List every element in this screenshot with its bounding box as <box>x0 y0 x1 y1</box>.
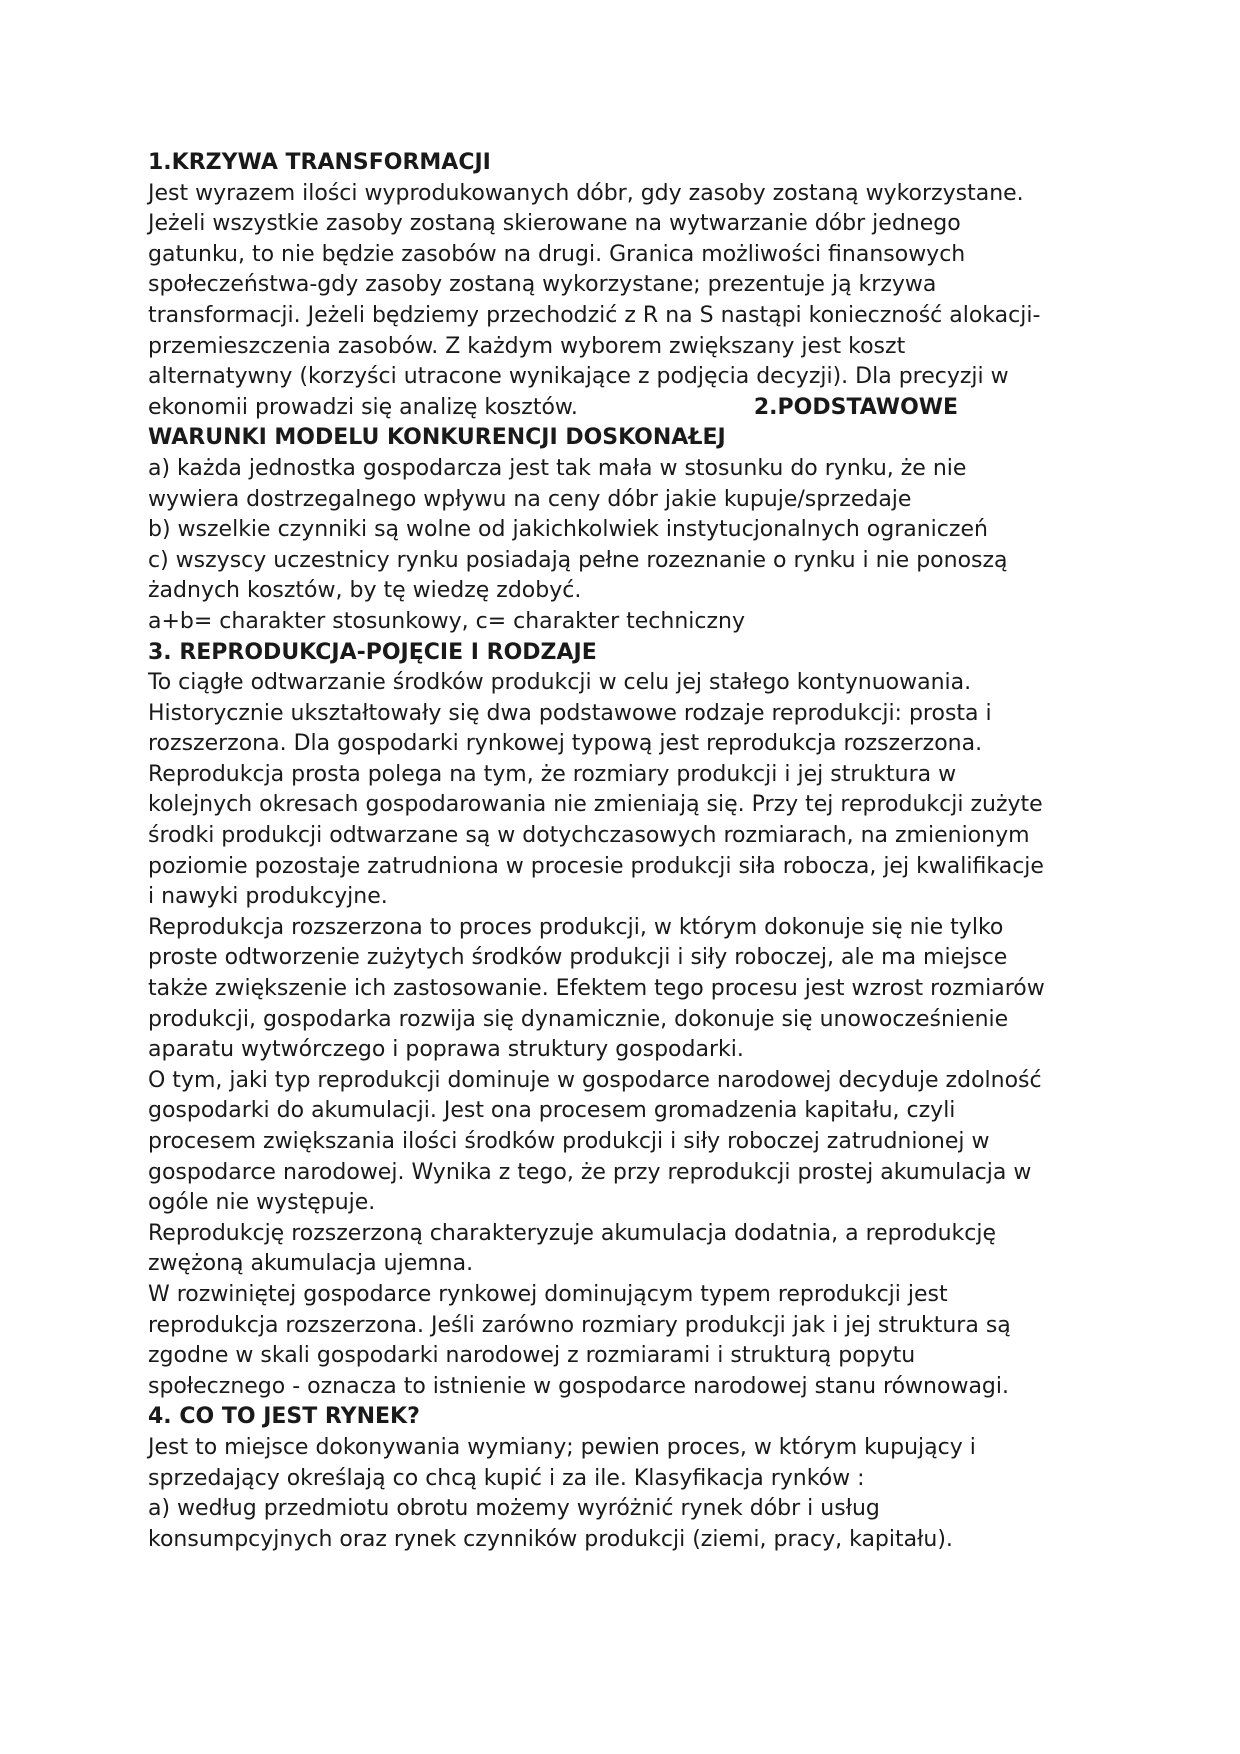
section-3-heading: 3. REPRODUKCJA-POJĘCIE I RODZAJE <box>148 639 597 665</box>
section-2-heading-part1: 2.PODSTAWOWE <box>753 394 959 420</box>
section-1-line: gatunku, to nie będzie zasobów na drugi. Granica możliwości finansowych <box>148 241 966 267</box>
section-4-line: sprzedający określają co chcą kupić i za ile. Klasyfikacja rynków : <box>148 1465 865 1491</box>
section-3-line: W rozwiniętej gospodarce rynkowej dominującym typem reprodukcji jest <box>148 1281 948 1307</box>
section-3-line: aparatu wytwórczego i poprawa struktury gospodarki. <box>148 1037 744 1063</box>
section-3-line: Reprodukcja rozszerzona to proces produkcji, w którym dokonuje się nie tylko <box>148 914 1004 940</box>
section-4-line: a) według przedmiotu obrotu możemy wyróżnić rynek dóbr i usług <box>148 1496 880 1522</box>
section-3-line: ogóle nie występuje. <box>148 1190 376 1216</box>
document-page <box>148 148 1098 1555</box>
section-1-line: przemieszczenia zasobów. Z każdym wyborem zwiększany jest koszt <box>148 333 906 359</box>
section-3-line: poziomie pozostaje zatrudniona w procesie produkcji siła robocza, jej kwalifikacje <box>148 853 1044 879</box>
section-4-line: Jest to miejsce dokonywania wymiany; pewien proces, w którym kupujący i <box>148 1434 976 1460</box>
section-3-line: rozszerzona. Dla gospodarki rynkowej typową jest reprodukcja rozszerzona. <box>148 731 983 757</box>
section-3-line: Reprodukcję rozszerzoną charakteryzuje akumulacja dodatnia, a reprodukcję <box>148 1220 997 1246</box>
section-3-line: także zwiększenie ich zastosowanie. Efektem tego procesu jest wzrost rozmiarów <box>148 976 1045 1002</box>
section-3-line: To ciągłe odtwarzanie środków produkcji w celu jej stałego kontynuowania. <box>148 670 972 696</box>
section-3-line: Historycznie ukształtowały się dwa podstawowe rodzaje reprodukcji: prosta i <box>148 700 992 726</box>
section-3-line: procesem zwiększania ilości środków produkcji i siły roboczej zatrudnionej w <box>148 1129 990 1154</box>
section-4-heading: 4. CO TO JEST RYNEK? <box>148 1404 420 1430</box>
section-3-line: reprodukcja rozszerzona. Jeśli zarówno rozmiary produkcji jak i jej struktura są <box>148 1312 1011 1338</box>
section-1-line: Jest wyrazem ilości wyprodukowanych dóbr, gdy zasoby zostaną wykorzystane. <box>148 180 1024 206</box>
section-2-line: żadnych kosztów, by tę wiedzę zdobyć. <box>148 578 582 604</box>
section-3-line: gospodarce narodowej. Wynika z tego, że przy reprodukcji prostej akumulacja w <box>148 1159 1032 1185</box>
section-4-line: konsumpcyjnych oraz rynek czynników produkcji (ziemi, pracy, kapitału). <box>148 1526 953 1552</box>
section-3-line: produkcji, gospodarka rozwija się dynamicznie, dokonuje się unowocześnienie <box>148 1006 1009 1032</box>
section-1-heading: 1.KRZYWA TRANSFORMACJI <box>148 150 491 175</box>
section-2-line: a) każda jednostka gospodarcza jest tak mała w stosunku do rynku, że nie <box>148 455 967 481</box>
section-1-line: alternatywny (korzyści utracone wynikające z podjęcia decyzji). Dla precyzji w <box>148 364 1009 390</box>
section-2-line: wywiera dostrzegalnego wpływu na ceny dóbr jakie kupuje/sprzedaje <box>148 486 912 512</box>
section-1-last-line <box>148 393 1098 424</box>
section-2-line: a+b= charakter stosunkowy, c= charakter techniczny <box>148 608 745 634</box>
section-2-line: c) wszyscy uczestnicy rynku posiadają pełne rozeznanie o rynku i nie ponoszą <box>148 547 1008 573</box>
section-3-line: proste odtworzenie zużytych środków produkcji i siły roboczej, ale ma miejsce <box>148 945 1008 971</box>
section-1-last-text: ekonomii prowadzi się analizę kosztów. <box>148 394 578 420</box>
section-3-line: środki produkcji odtwarzane są w dotychczasowych rozmiarach, na zmienionym <box>148 823 1030 849</box>
section-2-heading-part2: WARUNKI MODELU KONKURENCJI DOSKONAŁEJ <box>148 425 726 451</box>
section-3-line: O tym, jaki typ reprodukcji dominuje w gospodarce narodowej decyduje zdolność <box>148 1067 1042 1093</box>
section-3-line: gospodarki do akumulacji. Jest ona procesem gromadzenia kapitału, czyli <box>148 1098 956 1124</box>
section-1-line: transformacji. Jeżeli będziemy przechodzić z R na S nastąpi konieczność alokacji- <box>148 302 1041 328</box>
section-3-line: i nawyki produkcyjne. <box>148 884 388 910</box>
section-2-line: b) wszelkie czynniki są wolne od jakichkolwiek instytucjonalnych ograniczeń <box>148 517 988 543</box>
section-3-line: kolejnych okresach gospodarowania nie zmieniają się. Przy tej reprodukcji zużyte <box>148 792 1043 818</box>
section-1-line: społeczeństwa-gdy zasoby zostaną wykorzystane; prezentuje ją krzywa <box>148 272 937 298</box>
section-1-line: Jeżeli wszystkie zasoby zostaną skierowane na wytwarzanie dóbr jednego <box>148 211 961 237</box>
section-3-line: zwężoną akumulacja ujemna. <box>148 1251 474 1277</box>
section-3-line: społecznego - oznacza to istnienie w gospodarce narodowej stanu równowagi. <box>148 1373 1009 1399</box>
section-3-line: Reprodukcja prosta polega na tym, że rozmiary produkcji i jej struktura w <box>148 761 957 787</box>
section-3-line: zgodne w skali gospodarki narodowej z rozmiarami i strukturą popytu <box>148 1343 916 1369</box>
